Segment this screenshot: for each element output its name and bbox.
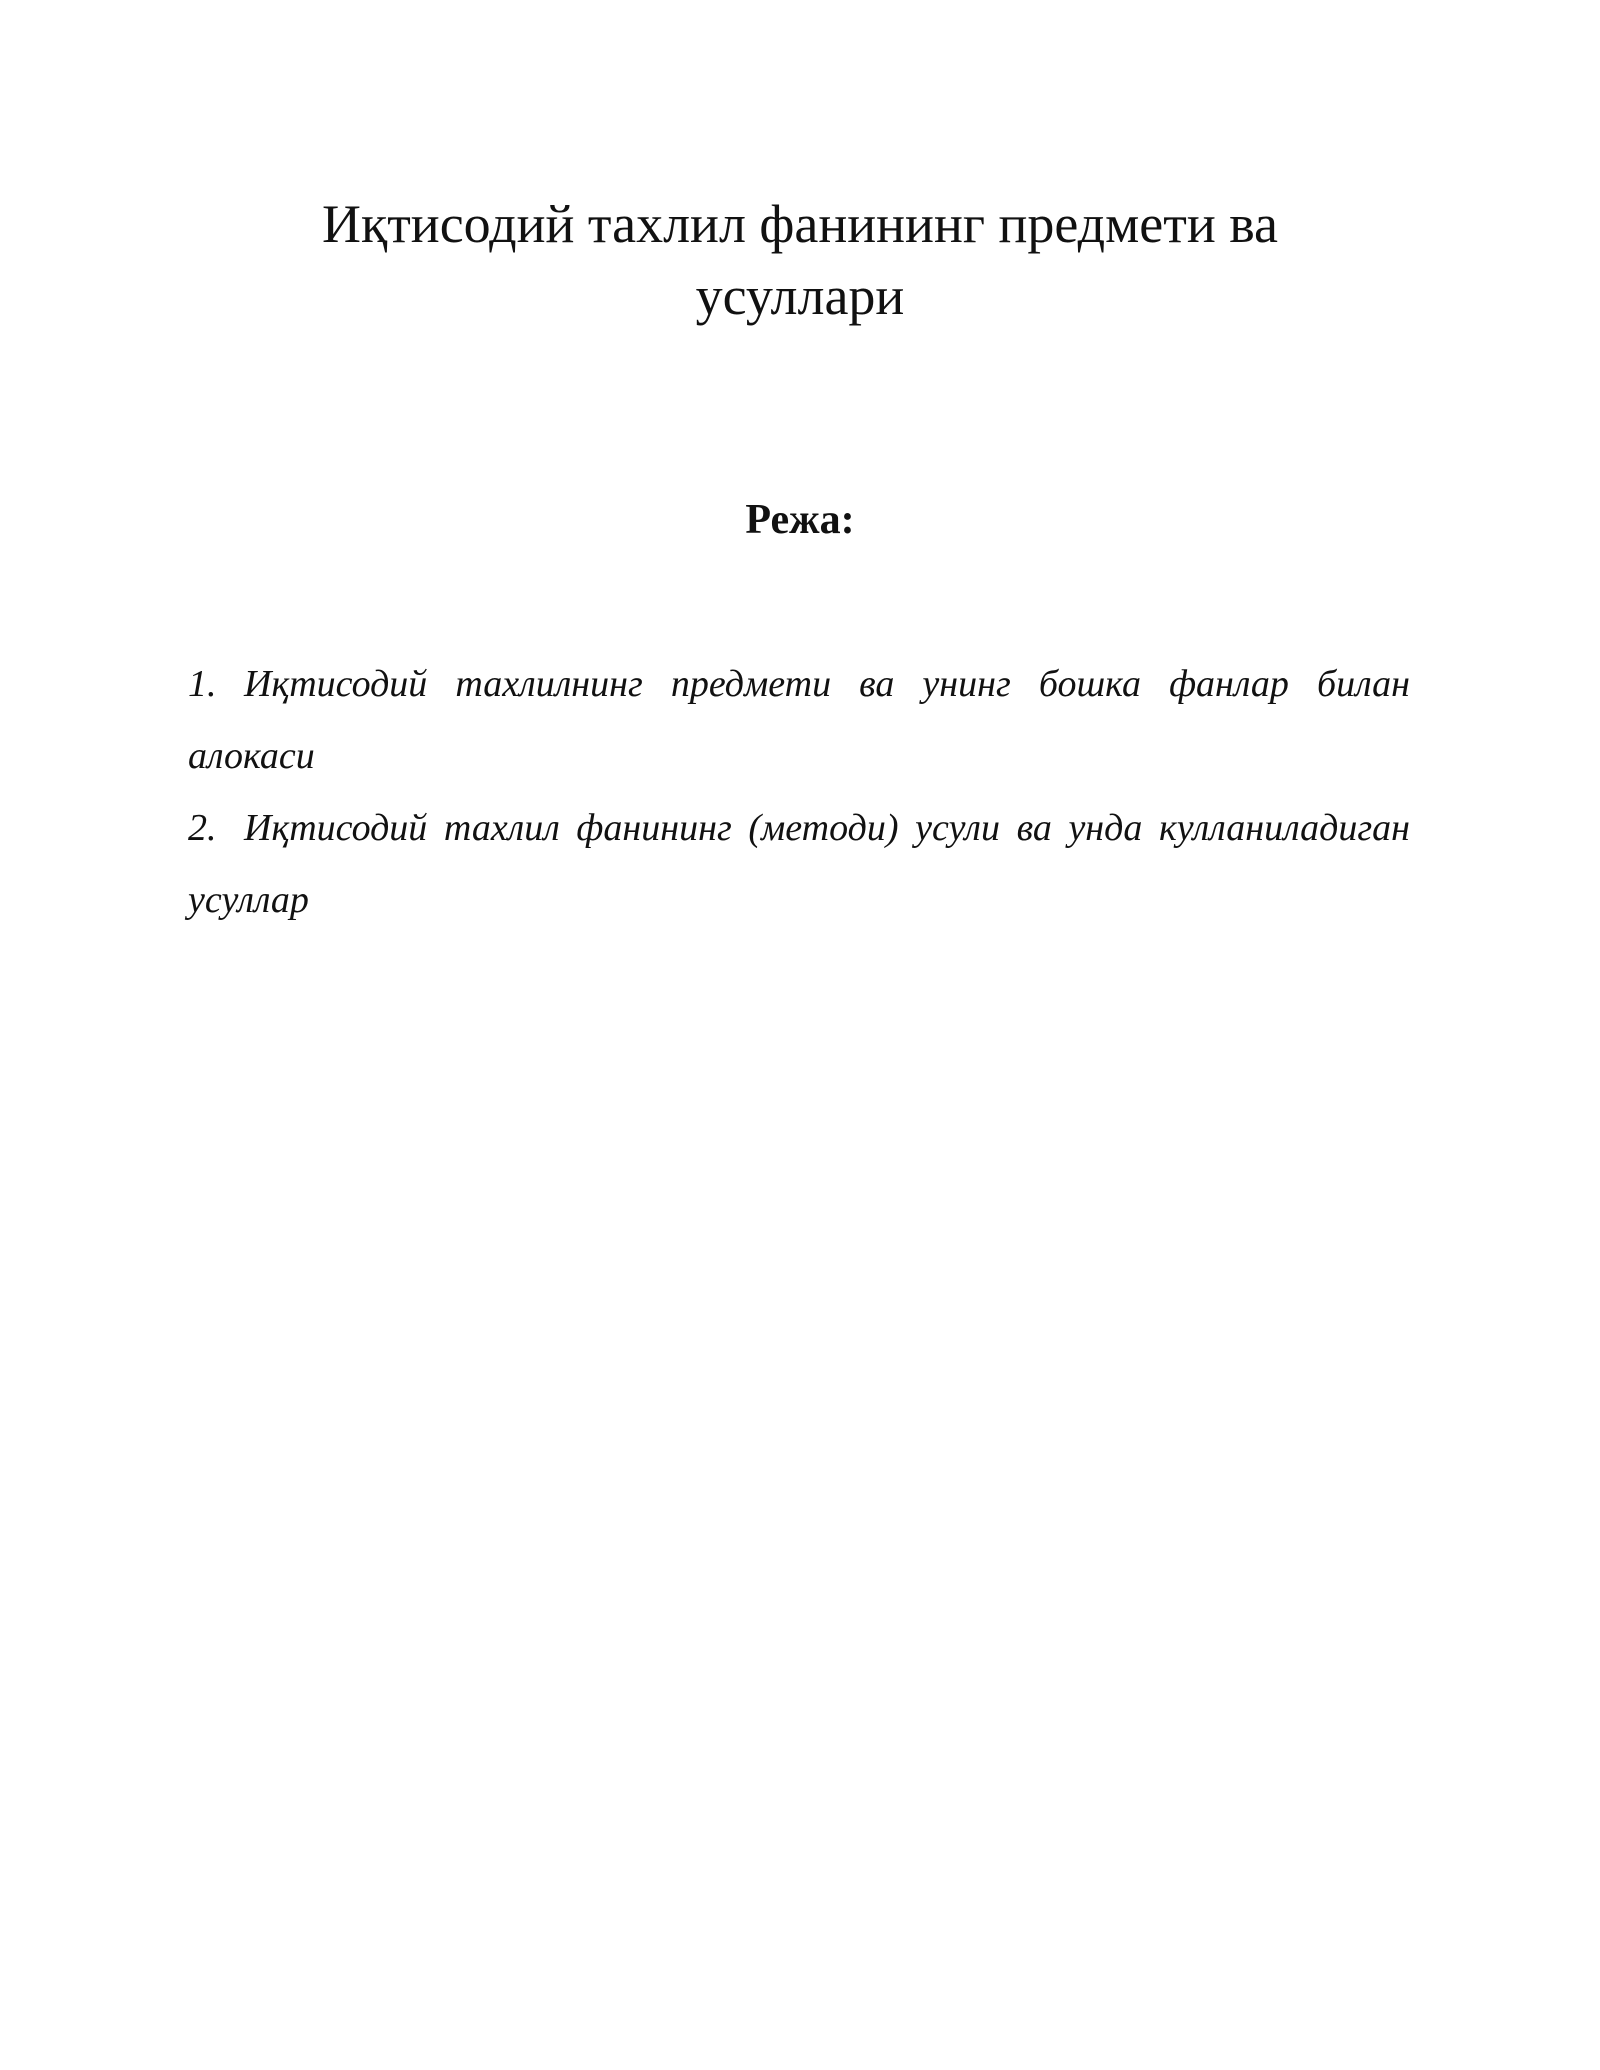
plan-item-2 xyxy=(188,792,1410,936)
plan-list xyxy=(188,648,1410,936)
plan-heading: Режа: xyxy=(745,497,855,543)
plan-item-text: Иқтисодий тахлил фанининг (методи) усули ва унда кулланиладиган усуллар xyxy=(188,807,1410,921)
plan-item-number: 2. xyxy=(188,807,217,849)
plan-item-text: Иқтисодий тахлилнинг предмети ва унинг бошка фанлар билан алокаси xyxy=(188,663,1410,777)
plan-item-number: 1. xyxy=(188,663,217,705)
plan-item-1 xyxy=(188,648,1410,792)
document-title: Иқтисодий тахлил фанининг предмети ва усуллари xyxy=(321,194,1279,326)
